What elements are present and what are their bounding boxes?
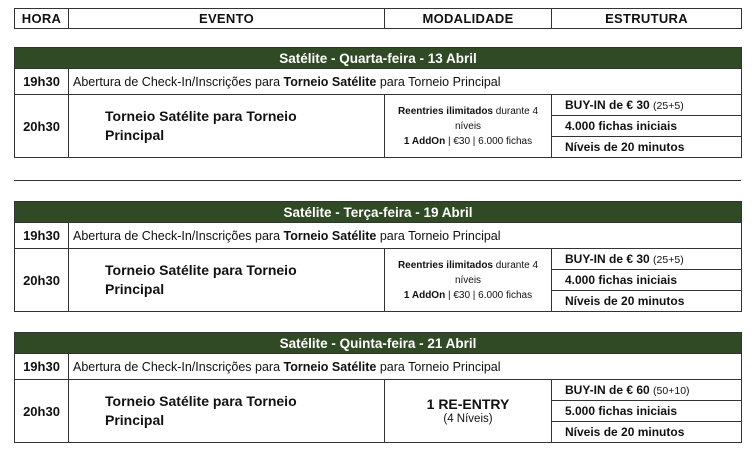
event-name: Torneio Satélite para Torneio Principal (69, 380, 385, 443)
fichas-cell: 4.000 fichas iniciais (552, 116, 742, 137)
checkin-hour: 19h30 (15, 69, 69, 95)
niveis-cell: Níveis de 20 minutos (552, 137, 742, 158)
buyin-cell: BUY-IN de € 30 (25+5) (552, 249, 742, 270)
event-name: Torneio Satélite para Torneio Principal (69, 95, 385, 158)
event-hour: 20h30 (15, 95, 69, 158)
header-evento: EVENTO (69, 9, 385, 29)
header-modalidade: MODALIDADE (385, 9, 552, 29)
section-title: Satélite - Terça-feira - 19 Abril (15, 202, 742, 223)
checkin-hour: 19h30 (15, 354, 69, 380)
section-table-1 (14, 47, 742, 158)
section-table-3 (14, 332, 742, 443)
checkin-description: Abertura de Check-In/Inscrições para Torneio Satélite para Torneio Principal (69, 354, 742, 380)
event-hour: 20h30 (15, 249, 69, 312)
buyin-cell: BUY-IN de € 60 (50+10) (552, 380, 742, 401)
checkin-description: Abertura de Check-In/Inscrições para Torneio Satélite para Torneio Principal (69, 223, 742, 249)
niveis-cell: Níveis de 20 minutos (552, 291, 742, 312)
event-name: Torneio Satélite para Torneio Principal (69, 249, 385, 312)
header-estrutura: ESTRUTURA (552, 9, 742, 29)
fichas-cell: 5.000 fichas iniciais (552, 401, 742, 422)
modalidade-cell: Reentries ilimitados durante 4 níveis 1 AddOn | €30 | 6.000 fichas (385, 95, 552, 158)
niveis-cell: Níveis de 20 minutos (552, 422, 742, 443)
checkin-hour: 19h30 (15, 223, 69, 249)
section-divider (14, 180, 741, 181)
header-hora: HORA (15, 9, 69, 29)
section-title: Satélite - Quarta-feira - 13 Abril (15, 48, 742, 69)
checkin-description: Abertura de Check-In/Inscrições para Torneio Satélite para Torneio Principal (69, 69, 742, 95)
column-header-table (14, 8, 742, 29)
modalidade-cell: 1 RE-ENTRY (4 Níveis) (385, 380, 552, 443)
section-table-2 (14, 201, 742, 312)
event-hour: 20h30 (15, 380, 69, 443)
fichas-cell: 4.000 fichas iniciais (552, 270, 742, 291)
buyin-cell: BUY-IN de € 30 (25+5) (552, 95, 742, 116)
section-title: Satélite - Quinta-feira - 21 Abril (15, 333, 742, 354)
modalidade-cell: Reentries ilimitados durante 4 níveis 1 AddOn | €30 | 6.000 fichas (385, 249, 552, 312)
